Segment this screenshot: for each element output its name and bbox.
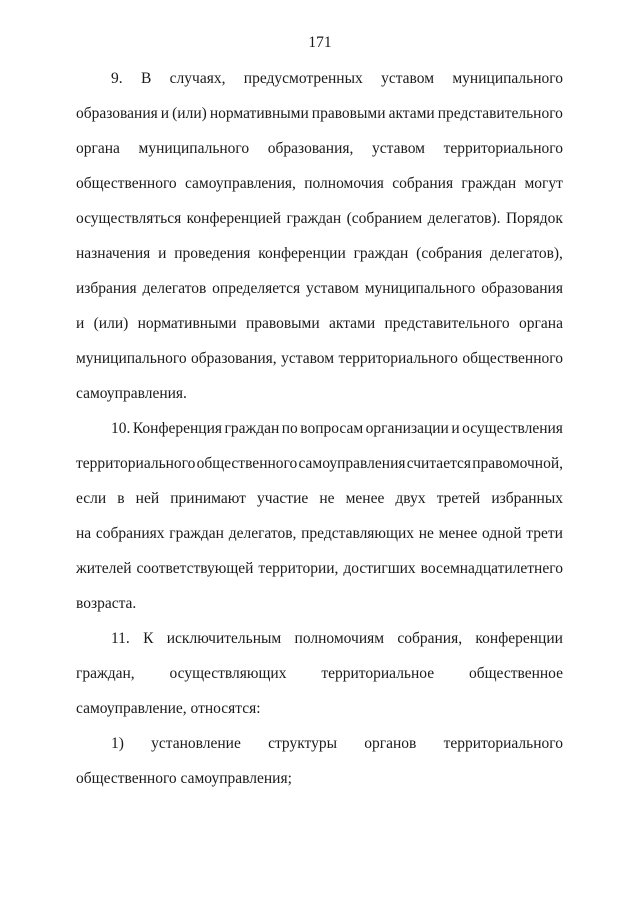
word: образования bbox=[481, 280, 563, 297]
word: правомочной, bbox=[472, 455, 563, 472]
text-line: возраста. bbox=[76, 595, 137, 612]
text-line bbox=[76, 174, 563, 194]
word: (собрания bbox=[416, 245, 483, 262]
word: муниципального bbox=[364, 280, 476, 297]
word: (или) bbox=[93, 315, 129, 332]
word: образования bbox=[76, 105, 158, 122]
word: правовыми bbox=[311, 105, 386, 122]
text-line bbox=[76, 314, 563, 334]
text-line: самоуправление, относятся: bbox=[76, 700, 261, 717]
word: 11. bbox=[111, 630, 130, 647]
word: на bbox=[76, 525, 92, 542]
word: территориального bbox=[338, 350, 458, 367]
word: граждан bbox=[224, 420, 280, 437]
word: К bbox=[143, 630, 154, 647]
word: соответствующей bbox=[136, 560, 254, 577]
word: 10. bbox=[111, 420, 131, 437]
word: и bbox=[76, 315, 85, 332]
word: общественного bbox=[196, 455, 298, 472]
text-line bbox=[111, 419, 563, 439]
text-line bbox=[76, 209, 563, 229]
word: Конференция bbox=[132, 420, 223, 437]
word: граждан bbox=[461, 175, 517, 192]
word: собраниях bbox=[95, 525, 165, 542]
word: самоуправления, bbox=[184, 175, 296, 192]
word: территории, bbox=[258, 560, 339, 577]
word: органа bbox=[519, 315, 563, 332]
text-line bbox=[76, 104, 563, 124]
word: нормативными bbox=[209, 105, 309, 122]
word: проведения bbox=[174, 245, 251, 262]
word: нормативными bbox=[137, 315, 237, 332]
word: организации bbox=[365, 420, 449, 437]
word: делегатов), bbox=[490, 245, 563, 262]
word: самоуправления bbox=[298, 455, 406, 472]
word: образования, bbox=[267, 140, 354, 157]
word: и bbox=[158, 245, 167, 262]
word: трети bbox=[526, 525, 563, 542]
word: общественного bbox=[76, 175, 177, 192]
word: жителей bbox=[76, 560, 132, 577]
word: (или) bbox=[172, 105, 207, 122]
word: осуществляющих bbox=[169, 665, 287, 682]
page-number: 171 bbox=[308, 34, 332, 51]
word: актами bbox=[388, 105, 435, 122]
word: избранных bbox=[491, 490, 563, 507]
word: конференцией bbox=[186, 210, 282, 227]
word: образования, bbox=[191, 350, 277, 367]
word: органов bbox=[364, 735, 417, 752]
word: полномочия bbox=[304, 175, 384, 192]
word: муниципального bbox=[76, 350, 187, 367]
word: граждан bbox=[286, 210, 342, 227]
word: исключительным bbox=[166, 630, 282, 647]
word: представляющих bbox=[301, 525, 414, 542]
word: и bbox=[451, 420, 460, 437]
word: избрания bbox=[76, 280, 137, 297]
word: граждан, bbox=[76, 665, 135, 682]
word: вопросам bbox=[300, 420, 364, 437]
word: В bbox=[140, 70, 152, 87]
word: полномочиям bbox=[294, 630, 385, 647]
word: осуществляться bbox=[76, 210, 182, 227]
word: восемнадцатилетнего bbox=[420, 560, 563, 577]
word: считается bbox=[406, 455, 472, 472]
word: и bbox=[160, 105, 170, 122]
word: представительного bbox=[384, 315, 510, 332]
word: по bbox=[281, 420, 298, 437]
text-line bbox=[76, 139, 563, 159]
text-line bbox=[76, 559, 563, 579]
word: не bbox=[319, 490, 335, 507]
word: представительного bbox=[437, 105, 563, 122]
word: общественного bbox=[462, 350, 563, 367]
text-line: общественного самоуправления; bbox=[76, 770, 292, 787]
word: случаях, bbox=[169, 70, 226, 87]
word: актами bbox=[329, 315, 376, 332]
word: назначения bbox=[76, 245, 151, 262]
word: определяется bbox=[212, 280, 301, 297]
word: принимают bbox=[170, 490, 246, 507]
word: территориального bbox=[443, 140, 563, 157]
word: ней bbox=[135, 490, 160, 507]
word: уставом bbox=[381, 70, 435, 87]
word: правовыми bbox=[245, 315, 320, 332]
word: делегатов, bbox=[228, 525, 297, 542]
word: уставом bbox=[305, 280, 359, 297]
word: 1) bbox=[111, 735, 124, 752]
text-line: самоуправления. bbox=[76, 385, 187, 402]
word: не bbox=[418, 525, 434, 542]
word: собрания, bbox=[397, 630, 463, 647]
word: предусмотренных bbox=[243, 70, 363, 87]
word: могут bbox=[524, 175, 563, 192]
text-line bbox=[76, 664, 563, 684]
word: делегатов). bbox=[427, 210, 501, 227]
word: одной bbox=[482, 525, 522, 542]
word: 9. bbox=[111, 70, 123, 87]
word: муниципального bbox=[138, 140, 250, 157]
word: участие bbox=[256, 490, 309, 507]
word: собрания bbox=[392, 175, 454, 192]
word: осуществления bbox=[462, 420, 563, 437]
word: территориального bbox=[76, 455, 196, 472]
word: Порядок bbox=[505, 210, 563, 227]
word: общественное bbox=[468, 665, 563, 682]
word: делегатов bbox=[142, 280, 207, 297]
word: муниципального bbox=[452, 70, 563, 87]
text-line bbox=[76, 279, 563, 299]
word: территориальное bbox=[321, 665, 435, 682]
word: (собранием bbox=[346, 210, 423, 227]
text-line bbox=[111, 629, 563, 649]
word: если bbox=[76, 490, 107, 507]
word: органа bbox=[76, 140, 120, 157]
word: установление bbox=[151, 735, 241, 752]
text-line bbox=[76, 244, 563, 264]
word: уставом bbox=[372, 140, 425, 157]
word: менее bbox=[438, 525, 478, 542]
word: граждан bbox=[169, 525, 224, 542]
word: структуры bbox=[268, 735, 338, 752]
word: в bbox=[117, 490, 125, 507]
text-line bbox=[76, 349, 563, 369]
word: территориального bbox=[443, 735, 563, 752]
word: конференции bbox=[475, 630, 563, 647]
word: двух bbox=[395, 490, 426, 507]
word: менее bbox=[345, 490, 385, 507]
word: граждан bbox=[353, 245, 409, 262]
text-line bbox=[111, 69, 563, 89]
text-line bbox=[111, 734, 563, 754]
word: конференции bbox=[258, 245, 346, 262]
word: уставом bbox=[281, 350, 335, 367]
word: третей bbox=[436, 490, 481, 507]
text-line bbox=[76, 524, 563, 544]
word: достигших bbox=[343, 560, 416, 577]
text-line bbox=[76, 454, 563, 474]
text-line bbox=[76, 489, 563, 509]
